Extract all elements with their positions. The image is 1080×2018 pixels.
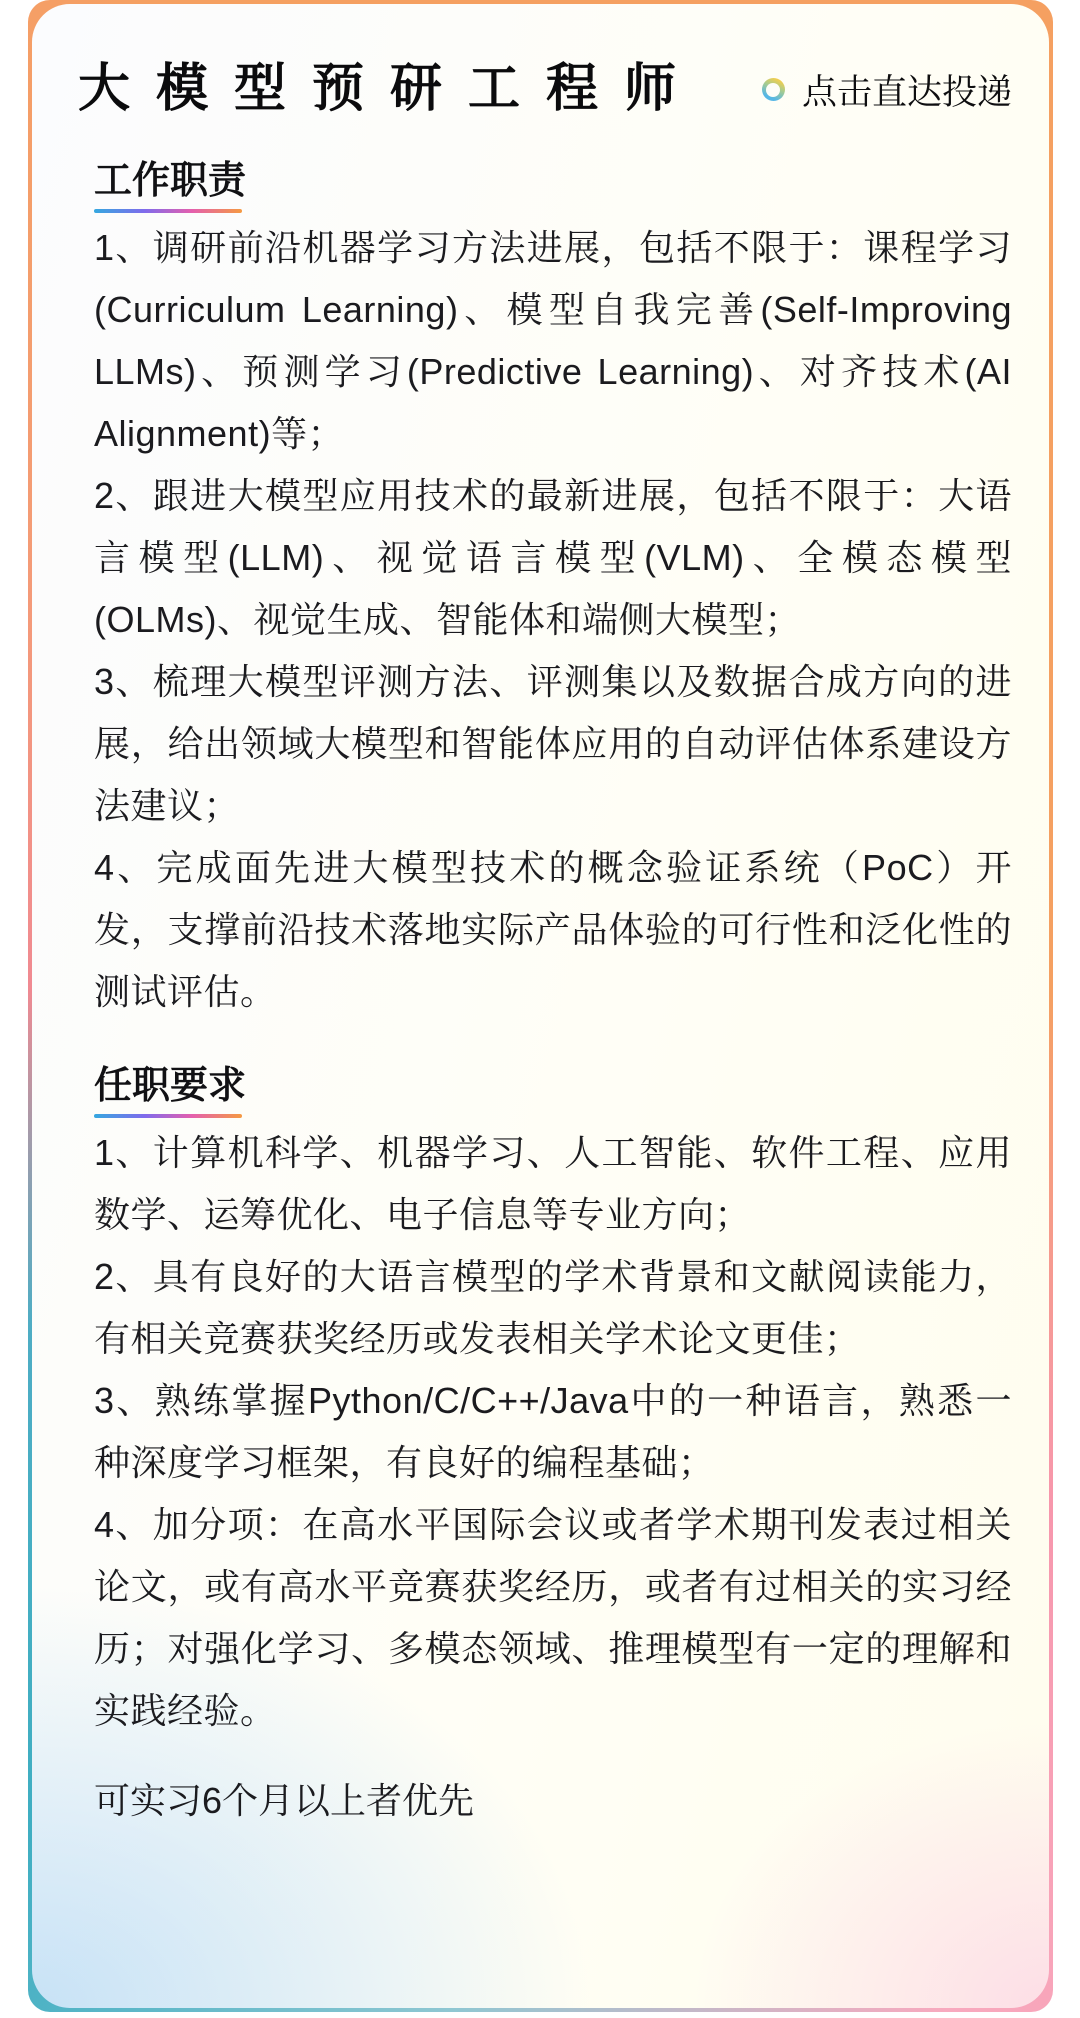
section-duties: [94, 120, 1012, 1023]
duties-heading: 工作职责: [94, 159, 247, 202]
heading-underline: [94, 209, 242, 213]
requirement-item: 2、具有良好的大语言模型的学术背景和文献阅读能力，有相关竞赛获奖经历或发表相关学术论文更佳；: [94, 1255, 1012, 1359]
section-requirements: [94, 1023, 1012, 1742]
content: [66, 120, 1012, 1832]
apply-link-label: 点击直达投递: [801, 72, 1012, 112]
job-card: [28, 0, 1053, 2012]
requirements-heading: 任职要求: [94, 1064, 247, 1107]
internship-note: 可实习6个月以上者优先: [94, 1779, 475, 1821]
duty-item: 3、梳理大模型评测方法、评测集以及数据合成方向的进展，给出领域大模型和智能体应用的自动评估体系建设方法建议；: [94, 660, 1012, 826]
requirement-item: 1、计算机科学、机器学习、人工智能、软件工程、应用数学、运筹优化、电子信息等专业方向；: [94, 1131, 1012, 1235]
duty-item: 1、调研前沿机器学习方法进展，包括不限于：课程学习(Curriculum Learning)、模型自我完善(Self-Improving LLMs)、预测学习(Predictive Learning)、对齐技术(AI Alignment)等；: [94, 226, 1012, 454]
header: [66, 60, 1012, 120]
apply-link[interactable]: [762, 65, 1012, 115]
requirement-item: 4、加分项：在高水平国际会议或者学术期刊发表过相关论文，或有高水平竞赛获奖经历，或者有过相关的实习经历；对强化学习、多模态领域、推理模型有一定的理解和实践经验。: [94, 1503, 1012, 1731]
job-card-body: [32, 4, 1049, 2008]
duty-item: 2、跟进大模型应用技术的最新进展，包括不限于：大语言模型(LLM)、视觉语言模型(VLM)、全模态模型(OLMs)、视觉生成、智能体和端侧大模型；: [94, 474, 1012, 640]
requirement-item: 3、熟练掌握Python/C/C++/Java中的一种语言，熟悉一种深度学习框架，有良好的编程基础；: [94, 1379, 1012, 1483]
job-title: 大模型预研工程师: [78, 60, 703, 118]
duties-list: [94, 217, 1012, 1023]
requirements-list: [94, 1122, 1012, 1742]
heading-underline: [94, 1114, 242, 1118]
duty-item: 4、完成面先进大模型技术的概念验证系统（PoC）开发，支撑前沿技术落地实际产品体验的可行性和泛化性的测试评估。: [94, 846, 1012, 1012]
ring-icon: [762, 78, 785, 101]
